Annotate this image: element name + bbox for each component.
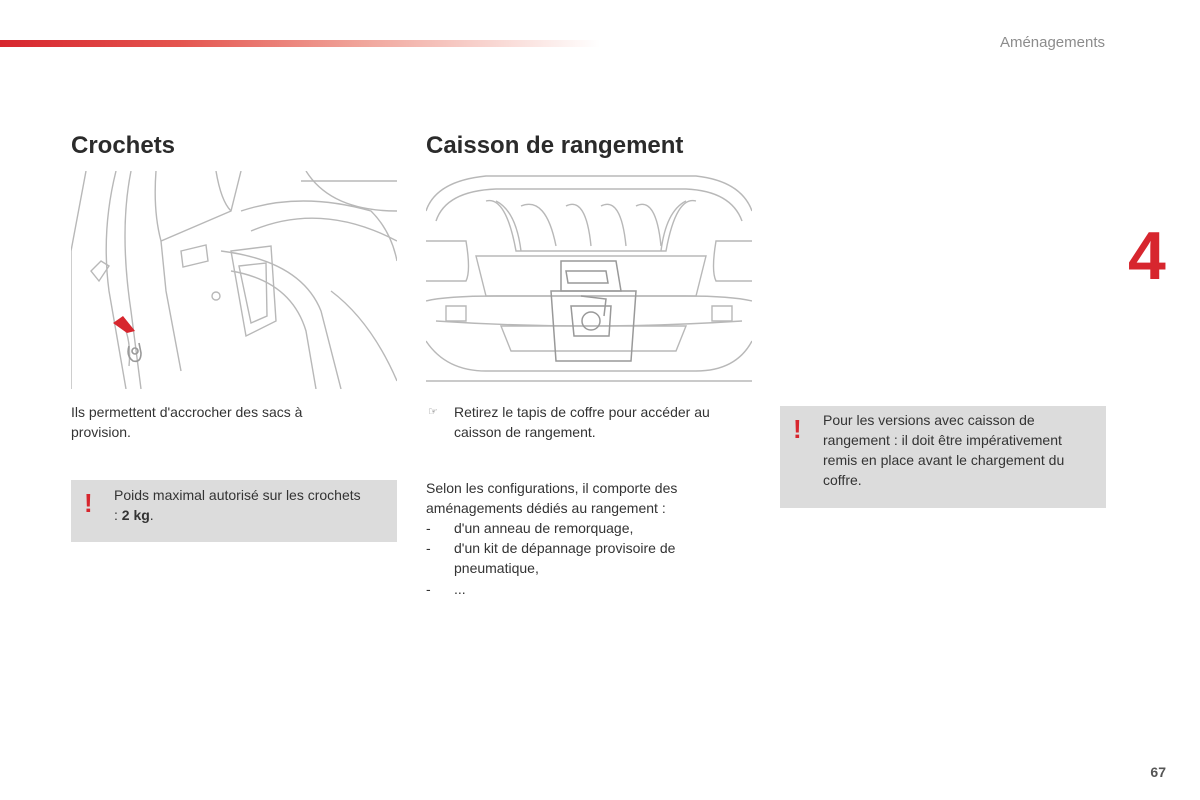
crochets-heading: Crochets	[71, 132, 176, 159]
chapter-number: 4	[1128, 218, 1166, 294]
crochets-warning-box	[71, 480, 397, 542]
page-number: 67	[1150, 764, 1166, 780]
crochets-description: Ils permettent d'accrocher des sacs à provision.	[71, 404, 303, 440]
list-item: d'un kit de dépannage provisoire de pneumatique,	[454, 540, 676, 576]
caisson-instruction: Retirez le tapis de coffre pour accéder au caisson de rangement.	[454, 404, 710, 440]
list-item: d'un anneau de remorquage,	[454, 520, 634, 536]
trunk-storage-box-illustration	[426, 171, 752, 385]
header-accent-bar	[0, 40, 600, 47]
caisson-heading: Caisson de rangement	[426, 132, 684, 159]
list-dash: -	[426, 540, 431, 556]
pointing-hand-icon: ☞	[428, 406, 438, 418]
section-title: Aménagements	[999, 34, 1105, 51]
list-item: ...	[454, 581, 466, 597]
trunk-hook-illustration	[71, 171, 397, 389]
crochets-warning-text: Poids maximal autorisé sur les crochets : 2 kg.	[114, 487, 361, 523]
caisson-intro: Selon les configurations, il comporte des aménagements dédiés au rangement :	[426, 480, 678, 516]
warning-icon: !	[793, 414, 802, 444]
warning-icon: !	[84, 488, 93, 518]
caisson-warning-box	[780, 406, 1106, 508]
caisson-warning-text: Pour les versions avec caisson de rangement : il doit être impérativement remis en place avant le chargement du coffre.	[823, 412, 1065, 488]
list-dash: -	[426, 520, 431, 536]
list-dash: -	[426, 581, 431, 597]
